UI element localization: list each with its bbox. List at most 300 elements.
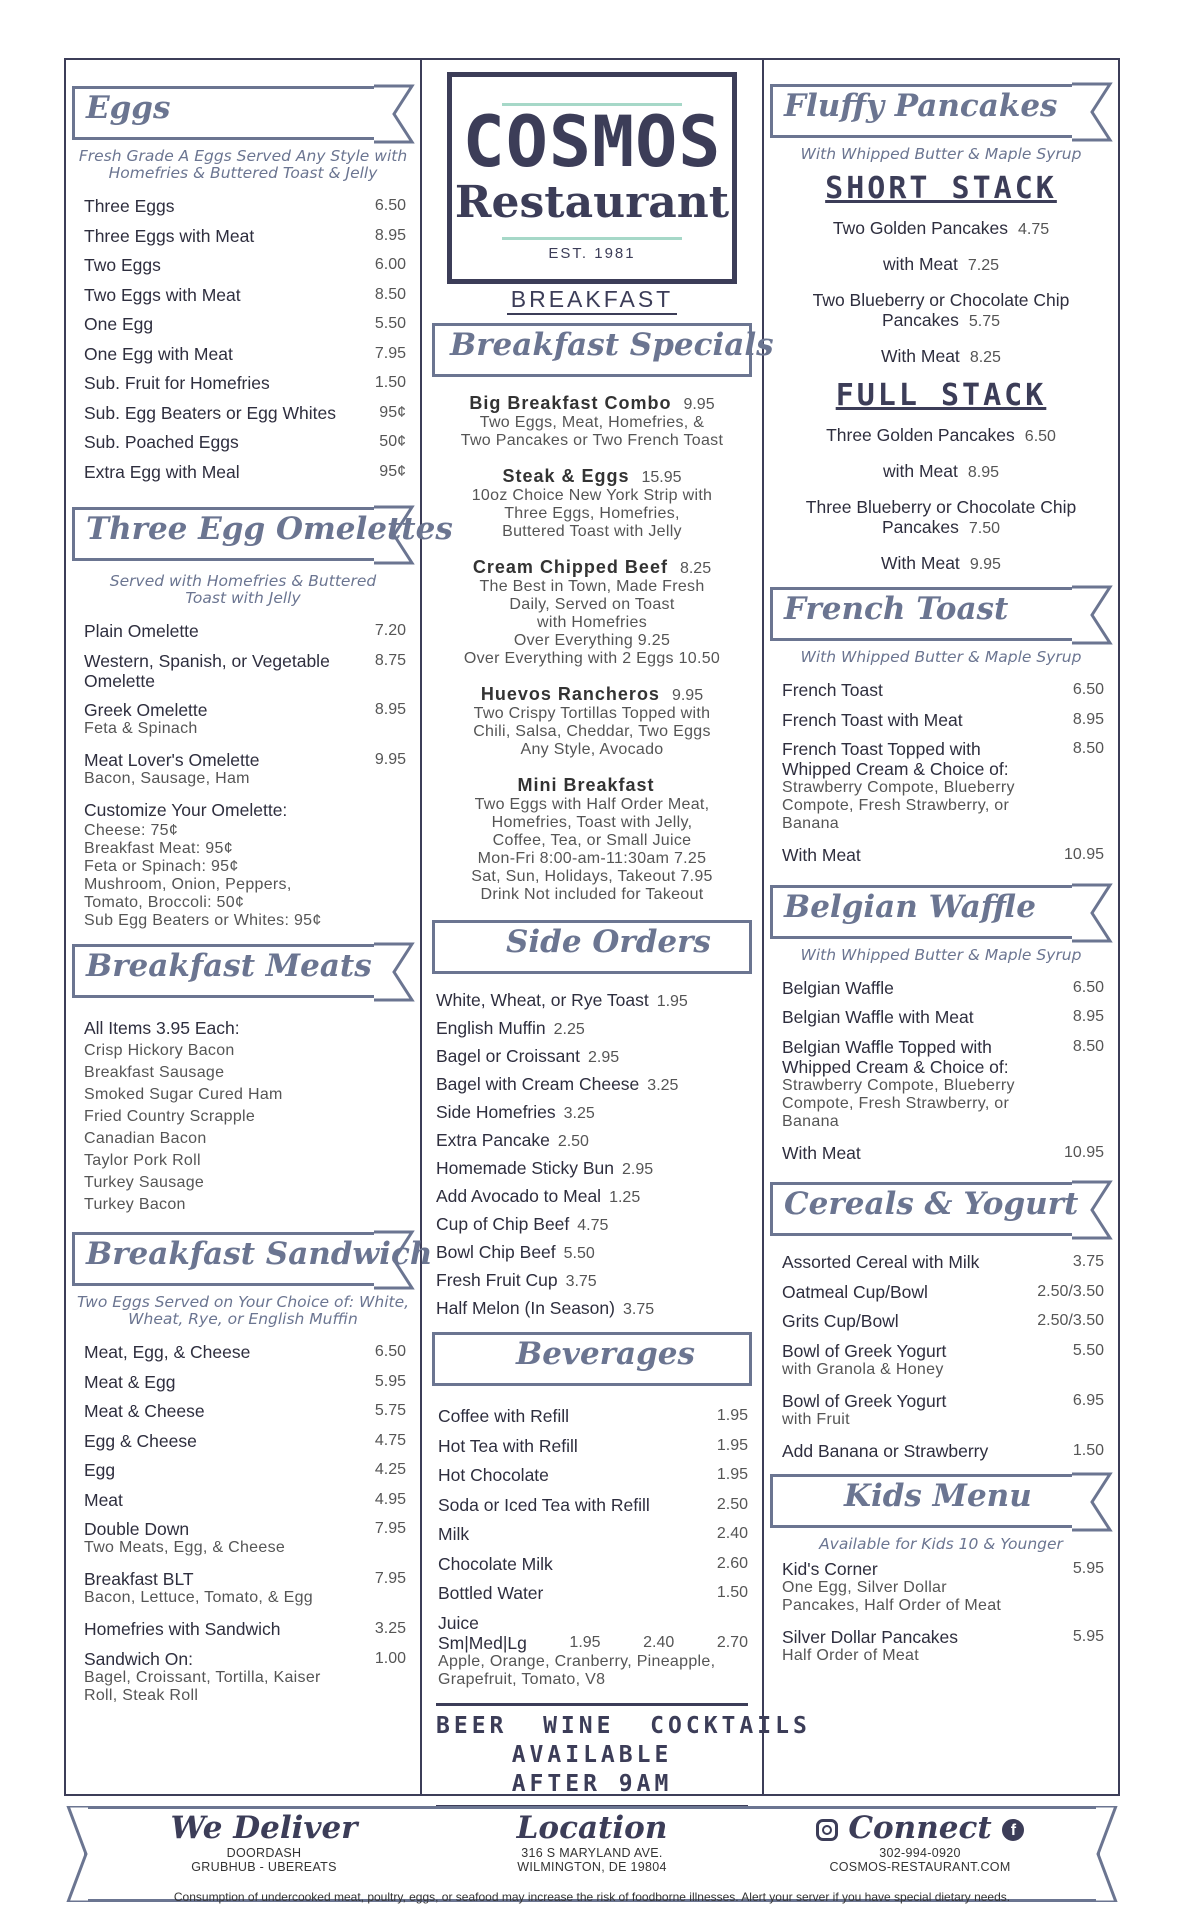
- egg-item: [84, 403, 406, 423]
- breakfast-heading: BREAKFAST: [507, 286, 677, 315]
- full-stack-list: [764, 425, 1118, 575]
- omelette-item: [84, 651, 406, 691]
- deliver-line-1: DOORDASH: [226, 1846, 302, 1860]
- cereal-item: [782, 1391, 1104, 1429]
- pancake-name: Two Blueberry or Chocolate Chip Pancakes: [812, 290, 1070, 330]
- waffle-name: With Meat: [782, 1142, 861, 1163]
- french-toast-row: [782, 739, 1104, 779]
- meat-item: Canadian Bacon: [84, 1130, 207, 1147]
- customize-option: Feta or Spinach: 95¢: [84, 858, 239, 875]
- customize-block: [84, 800, 406, 930]
- pancake-price: 5.75: [968, 313, 1000, 330]
- sandwich-row: [84, 1431, 406, 1451]
- pancake-item: [764, 254, 1118, 276]
- egg-row: [84, 344, 406, 364]
- egg-item: [84, 432, 406, 452]
- egg-item: [84, 196, 406, 216]
- waffle-item: [782, 1037, 1104, 1131]
- waffle-item: [782, 1143, 1104, 1163]
- juice-price-lg: 2.70: [716, 1633, 748, 1651]
- cereal-name: Bowl of Greek Yogurt: [782, 1390, 947, 1411]
- sandwich-row: [84, 1649, 406, 1669]
- egg-price: 6.00: [374, 256, 406, 273]
- egg-row: [84, 226, 406, 246]
- side-name: English Muffin: [436, 1018, 546, 1038]
- egg-row: [84, 432, 406, 452]
- left-column: [66, 60, 453, 1794]
- side-item: [436, 1298, 752, 1320]
- kids-list: [782, 1559, 1104, 1665]
- side-item: [436, 1158, 752, 1180]
- specials-list: [422, 393, 762, 904]
- omelette-item: [84, 700, 406, 738]
- egg-price: 95¢: [379, 462, 406, 480]
- side-price: 2.95: [587, 1049, 620, 1066]
- sandwich-price: 5.75: [374, 1402, 406, 1419]
- sandwich-price: 7.95: [374, 1520, 406, 1537]
- beverage-price: 2.40: [716, 1525, 748, 1542]
- waffle-banner: [770, 885, 1100, 941]
- short-stack-list: [764, 218, 1118, 368]
- meat-item: Breakfast Sausage: [84, 1064, 225, 1081]
- egg-name: Sub. Poached Eggs: [84, 432, 239, 452]
- cereal-desc: with Fruit: [782, 1410, 850, 1428]
- waffle-item: [782, 978, 1104, 998]
- beverage-price: 2.50: [716, 1495, 748, 1513]
- special-price: 9.95: [683, 396, 715, 413]
- french-toast-desc: Strawberry Compote, Blueberry Compote, Fresh Strawberry, or Banana: [782, 779, 1015, 832]
- egg-price: 8.95: [374, 226, 406, 244]
- right-column: [764, 60, 1118, 1794]
- egg-item: [84, 344, 406, 364]
- connect-block: [770, 1810, 1070, 1874]
- kids-subtitle: Available for Kids 10 & Younger: [819, 1535, 1063, 1553]
- egg-name: Three Eggs with Meat: [84, 225, 255, 246]
- egg-price: 50¢: [379, 433, 406, 450]
- french-toast-row: [782, 680, 1104, 700]
- special-desc-line: Sat, Sun, Holidays, Takeout 7.95: [471, 868, 713, 885]
- facebook-icon[interactable]: f: [1002, 1819, 1024, 1841]
- cereal-price: 5.50: [1072, 1341, 1104, 1359]
- pancake-item: [764, 290, 1118, 332]
- pancake-price: 8.95: [967, 464, 1000, 481]
- logo-established: EST. 1981: [548, 245, 636, 262]
- kids-item: [782, 1627, 1104, 1665]
- french-toast-name: French Toast: [782, 680, 883, 700]
- egg-name: Two Eggs: [84, 255, 161, 275]
- egg-name: Two Eggs with Meat: [84, 284, 241, 305]
- pancake-item: [764, 461, 1118, 483]
- cereal-list: [782, 1252, 1104, 1461]
- omelette-row: [84, 651, 406, 691]
- waffle-price: 8.95: [1072, 1008, 1104, 1025]
- cereal-name: Assorted Cereal with Milk: [782, 1252, 980, 1272]
- kids-row: [782, 1559, 1104, 1579]
- side-name: Side Homefries: [436, 1102, 556, 1122]
- egg-row: [84, 285, 406, 305]
- beverage-price: 1.95: [716, 1466, 748, 1483]
- special-item: [428, 775, 756, 904]
- beverage-row: [438, 1465, 748, 1485]
- sandwich-name: Meat & Cheese: [84, 1401, 205, 1421]
- cereal-name: Oatmeal Cup/Bowl: [782, 1281, 928, 1302]
- side-price: 1.25: [609, 1189, 641, 1206]
- beverage-name: Hot Chocolate: [438, 1465, 549, 1485]
- omelette-name: Plain Omelette: [84, 621, 199, 641]
- sandwich-row: [84, 1490, 406, 1510]
- special-item: [428, 557, 756, 668]
- beverage-price: 1.95: [716, 1436, 748, 1454]
- omelette-price: 9.95: [374, 751, 406, 768]
- side-item: [436, 1186, 752, 1208]
- egg-name: Three Eggs: [84, 196, 175, 216]
- beverage-item: [438, 1524, 748, 1544]
- side-item: [436, 1074, 752, 1096]
- full-stack-heading: FULL STACK: [835, 378, 1047, 413]
- beverage-item: [438, 1436, 748, 1456]
- sandwich-name: Egg & Cheese: [84, 1430, 197, 1451]
- side-name: Cup of Chip Beef: [436, 1214, 570, 1234]
- pancake-price: 7.50: [968, 520, 1000, 537]
- sandwich-row: [84, 1401, 406, 1421]
- cereal-price: 2.50/3.50: [1037, 1282, 1104, 1300]
- side-item: [436, 990, 752, 1012]
- bar-notice: [436, 1703, 811, 1808]
- sandwich-price: 7.95: [374, 1570, 406, 1587]
- pancakes-banner: [770, 84, 1100, 140]
- egg-row: [84, 373, 406, 393]
- side-price: 3.75: [565, 1273, 597, 1290]
- cereal-banner: [770, 1182, 1100, 1238]
- eggs-title: Eggs: [86, 90, 171, 126]
- waffle-item: [782, 1007, 1104, 1027]
- french-toast-name: French Toast with Meat: [782, 709, 963, 730]
- beverage-name: Soda or Iced Tea with Refill: [438, 1494, 650, 1515]
- beverage-price: 2.60: [716, 1554, 748, 1572]
- side-price: 4.75: [577, 1217, 609, 1234]
- special-name: Mini Breakfast: [517, 775, 655, 795]
- side-item: [436, 1242, 752, 1264]
- special-desc-line: Two Eggs with Half Order Meat,: [474, 796, 710, 813]
- customize-title: Customize Your Omelette:: [84, 800, 288, 820]
- beverage-row: [438, 1554, 748, 1574]
- cereal-price: 2.50/3.50: [1037, 1312, 1104, 1329]
- omelette-item: [84, 621, 406, 641]
- pancakes-title: Fluffy Pancakes: [784, 88, 1058, 124]
- side-name: Add Avocado to Meal: [436, 1186, 602, 1206]
- menu-page: [64, 58, 1120, 1796]
- deliver-line-2: GRUBHUB - UBEREATS: [191, 1860, 337, 1874]
- side-price: 2.50: [557, 1133, 589, 1150]
- pancake-price: 4.75: [1017, 221, 1050, 238]
- location-title: Location: [516, 1810, 668, 1846]
- egg-name: One Egg: [84, 314, 154, 334]
- french-toast-item: [782, 845, 1104, 865]
- deliver-title: We Deliver: [170, 1810, 358, 1846]
- sandwich-item: [84, 1649, 406, 1705]
- bar-notice-line-3: AFTER 9AM: [511, 1770, 673, 1797]
- special-desc-line: Coffee, Tea, or Small Juice: [492, 832, 692, 849]
- cereal-name: Add Banana or Strawberry: [782, 1440, 989, 1461]
- sandwich-row: [84, 1569, 406, 1589]
- side-name: White, Wheat, or Rye Toast: [436, 990, 649, 1010]
- omelettes-list: [84, 621, 406, 788]
- beverage-item: [438, 1495, 748, 1515]
- sandwich-name: Meat: [84, 1489, 123, 1510]
- pancake-name: Three Blueberry or Chocolate Chip Pancakes: [805, 497, 1077, 537]
- beverage-name: Chocolate Milk: [438, 1553, 553, 1574]
- sandwich-item: [84, 1519, 406, 1557]
- instagram-icon[interactable]: [816, 1819, 838, 1841]
- sandwich-price: 4.95: [374, 1490, 406, 1508]
- kids-name: Silver Dollar Pancakes: [782, 1627, 959, 1647]
- special-desc-line: Three Eggs, Homefries,: [504, 505, 680, 522]
- kids-item: [782, 1559, 1104, 1615]
- juice-price-sm: 1.95: [569, 1633, 601, 1651]
- french-toast-price: 8.95: [1072, 710, 1104, 728]
- pancake-item: [764, 497, 1118, 539]
- sandwich-item: [84, 1619, 406, 1639]
- cereal-row: [782, 1252, 1104, 1272]
- beverage-item: [438, 1554, 748, 1574]
- waffle-price: 6.50: [1072, 978, 1104, 996]
- center-column: [422, 60, 811, 1797]
- cereal-title: Cereals & Yogurt: [784, 1186, 1079, 1222]
- meat-item: Turkey Sausage: [84, 1174, 205, 1191]
- special-price: 15.95: [641, 469, 682, 486]
- side-price: 2.95: [622, 1161, 654, 1178]
- customize-option: Cheese: 75¢: [84, 822, 179, 839]
- french-toast-row: [782, 710, 1104, 730]
- juice-block: [438, 1613, 748, 1689]
- side-price: 1.95: [656, 993, 688, 1010]
- sandwich-name: Breakfast BLT: [84, 1569, 194, 1589]
- beverage-item: [438, 1583, 748, 1603]
- special-desc-line: Any Style, Avocado: [520, 741, 664, 758]
- beverage-name: Coffee with Refill: [438, 1406, 569, 1426]
- omelette-desc: Feta & Spinach: [84, 720, 198, 737]
- pancake-name: with Meat: [882, 461, 958, 481]
- waffle-row: [782, 1143, 1104, 1163]
- omelette-price: 8.95: [374, 701, 406, 718]
- sandwich-item: [84, 1460, 406, 1480]
- french-title: French Toast: [784, 591, 1009, 627]
- kids-row: [782, 1627, 1104, 1647]
- sandwich-name: Egg: [84, 1460, 116, 1480]
- sandwich-subtitle: Two Eggs Served on Your Choice of: White, Wheat, Rye, or English Muffin: [76, 1293, 410, 1328]
- meat-item: Fried Country Scrapple: [84, 1108, 256, 1125]
- sandwich-item: [84, 1342, 406, 1362]
- sandwich-row: [84, 1619, 406, 1639]
- sides-list: [436, 990, 752, 1320]
- pancake-name: Two Golden Pancakes: [832, 218, 1008, 238]
- sandwich-price: 3.25: [374, 1620, 406, 1637]
- waffle-name: Belgian Waffle: [782, 977, 894, 998]
- special-heading: [428, 557, 756, 578]
- side-item: [436, 1270, 752, 1292]
- customize-option: Mushroom, Onion, Peppers,: [84, 876, 292, 893]
- bar-notice-line-2: AVAILABLE: [511, 1741, 673, 1768]
- eggs-banner: [72, 86, 402, 142]
- restaurant-logo: [447, 72, 737, 284]
- side-price: 3.75: [622, 1301, 655, 1318]
- customize-option: Tomato, Broccoli: 50¢: [84, 894, 245, 911]
- sandwich-row: [84, 1519, 406, 1539]
- cereal-row: [782, 1391, 1104, 1411]
- pancake-item: [764, 346, 1118, 368]
- side-name: Homemade Sticky Bun: [436, 1158, 614, 1178]
- waffle-price: 8.50: [1072, 1037, 1104, 1055]
- sandwich-price: 6.50: [374, 1343, 406, 1360]
- special-desc-line: Daily, Served on Toast: [509, 596, 675, 613]
- footer: [64, 1806, 1120, 1910]
- sandwich-price: 4.25: [374, 1461, 406, 1478]
- sandwich-name: Homefries with Sandwich: [84, 1619, 281, 1639]
- egg-name: Sub. Egg Beaters or Egg Whites: [84, 402, 336, 423]
- special-desc-line: with Homefries: [536, 614, 647, 631]
- cereal-row: [782, 1341, 1104, 1361]
- side-name: Bagel with Cream Cheese: [436, 1074, 640, 1094]
- sandwich-title: Breakfast Sandwich: [86, 1236, 433, 1272]
- connect-phone: 302-994-0920: [879, 1846, 961, 1860]
- beverage-name: Milk: [438, 1524, 470, 1544]
- location-line-2: WILMINGTON, DE 19804: [517, 1860, 667, 1874]
- waffle-list: [782, 978, 1104, 1163]
- special-name: Cream Chipped Beef: [472, 557, 668, 577]
- pancake-price: 8.25: [969, 349, 1001, 366]
- side-item: [436, 1102, 752, 1124]
- special-desc-line: The Best in Town, Made Fresh: [479, 578, 705, 595]
- special-desc-line: Two Pancakes or Two French Toast: [460, 432, 724, 449]
- special-heading: [428, 393, 756, 414]
- special-name: Huevos Rancheros: [480, 684, 660, 704]
- kids-banner: [770, 1474, 1100, 1530]
- kids-price: 5.95: [1072, 1560, 1104, 1577]
- beverage-price: 1.50: [716, 1584, 748, 1601]
- sandwich-row: [84, 1342, 406, 1362]
- cereal-item: [782, 1282, 1104, 1302]
- sandwich-price: 4.75: [374, 1431, 406, 1449]
- special-desc-line: Chili, Salsa, Cheddar, Two Eggs: [473, 723, 711, 740]
- beverage-row: [438, 1436, 748, 1456]
- special-desc-line: 10oz Choice New York Strip with: [471, 487, 713, 504]
- side-item: [436, 1214, 752, 1236]
- pancake-price: 6.50: [1024, 428, 1056, 445]
- pancake-name: With Meat: [881, 346, 960, 366]
- pancake-name: Three Golden Pancakes: [826, 425, 1015, 445]
- sandwich-item: [84, 1569, 406, 1607]
- side-price: 5.50: [563, 1245, 595, 1262]
- beverage-row: [438, 1495, 748, 1515]
- sandwich-item: [84, 1431, 406, 1451]
- side-item: [436, 1018, 752, 1040]
- sandwich-row: [84, 1372, 406, 1392]
- allergy-warning: Consumption of undercooked meat, poultry, eggs, or seafood may increase the risk of foodborne illnesses. Alert your server if you have special dietary needs.: [173, 1890, 1011, 1904]
- waffle-price: 10.95: [1063, 1143, 1104, 1161]
- cereal-row: [782, 1441, 1104, 1461]
- juice-sizes: Sm|Med|Lg: [438, 1632, 527, 1653]
- pancake-name: with Meat: [882, 254, 958, 274]
- beverage-row: [438, 1406, 748, 1426]
- sandwich-desc: Bacon, Lettuce, Tomato, & Egg: [84, 1589, 313, 1606]
- french-subtitle: With Whipped Butter & Maple Syrup: [800, 648, 1082, 666]
- egg-item: [84, 373, 406, 393]
- sandwich-name: Sandwich On:: [84, 1648, 193, 1669]
- omelette-name: Meat Lover's Omelette: [84, 750, 260, 770]
- sandwich-row: [84, 1460, 406, 1480]
- waffle-subtitle: With Whipped Butter & Maple Syrup: [800, 945, 1082, 964]
- egg-price: 5.50: [374, 315, 406, 332]
- sandwich-desc: Bagel, Croissant, Tortilla, Kaiser Roll, Steak Roll: [84, 1668, 321, 1704]
- special-item: [428, 393, 756, 450]
- french-toast-item: [782, 710, 1104, 730]
- omelettes-banner: [72, 507, 453, 563]
- egg-name: Sub. Fruit for Homefries: [84, 373, 270, 393]
- egg-row: [84, 196, 406, 216]
- short-stack-heading: SHORT STACK: [825, 171, 1057, 206]
- special-price: 8.25: [679, 560, 712, 577]
- sides-title: Side Orders: [506, 924, 711, 960]
- beverage-price: 1.95: [716, 1407, 748, 1424]
- special-item: [428, 684, 756, 759]
- side-name: Bowl Chip Beef: [436, 1242, 556, 1262]
- customize-option: Breakfast Meat: 95¢: [84, 840, 233, 857]
- specials-banner: [432, 323, 774, 379]
- omelette-price: 8.75: [374, 651, 406, 669]
- eggs-list: [84, 196, 406, 482]
- special-desc-line: Two Eggs, Meat, Homefries, &: [479, 414, 705, 431]
- pancake-price: 9.95: [969, 556, 1001, 573]
- sandwich-price: 5.95: [374, 1372, 406, 1390]
- beverage-name: Hot Tea with Refill: [438, 1435, 578, 1456]
- juice-title: Juice: [438, 1612, 479, 1633]
- beverage-item: [438, 1406, 748, 1426]
- special-name: Steak & Eggs: [502, 466, 630, 486]
- beverages-title: Beverages: [516, 1336, 695, 1372]
- egg-row: [84, 255, 406, 275]
- egg-item: [84, 226, 406, 246]
- meat-item: Turkey Bacon: [84, 1196, 186, 1213]
- sides-banner: [432, 920, 752, 976]
- omelettes-title: Three Egg Omelettes: [86, 511, 453, 547]
- pancake-item: [764, 425, 1118, 447]
- cereal-price: 1.50: [1072, 1441, 1104, 1459]
- side-price: 3.25: [647, 1077, 679, 1094]
- meat-item: Smoked Sugar Cured Ham: [84, 1086, 283, 1103]
- specials-title: Breakfast Specials: [450, 327, 774, 363]
- special-desc-line: Over Everything with 2 Eggs 10.50: [463, 650, 721, 667]
- side-name: Bagel or Croissant: [436, 1046, 580, 1066]
- special-heading: [428, 775, 756, 796]
- egg-price: 8.50: [374, 285, 406, 303]
- egg-row: [84, 403, 406, 423]
- omelettes-subtitle: Served with Homefries & Buttered Toast with Jelly: [109, 572, 377, 607]
- waffle-title: Belgian Waffle: [784, 888, 1037, 925]
- cereal-row: [782, 1282, 1104, 1302]
- egg-name: Extra Egg with Meal: [84, 461, 240, 482]
- omelette-item: [84, 750, 406, 788]
- kids-price: 5.95: [1072, 1628, 1104, 1645]
- meats-list: [84, 1018, 406, 1216]
- french-toast-item: [782, 739, 1104, 833]
- special-price: 9.95: [671, 687, 704, 704]
- special-desc-line: Homefries, Toast with Jelly,: [491, 814, 693, 831]
- location-line-1: 316 S MARYLAND AVE.: [521, 1846, 663, 1860]
- juice-desc: Apple, Orange, Cranberry, Pineapple, Grapefruit, Tomato, V8: [438, 1652, 716, 1688]
- egg-item: [84, 314, 406, 334]
- special-desc-line: Drink Not included for Takeout: [480, 886, 704, 903]
- cereal-item: [782, 1252, 1104, 1272]
